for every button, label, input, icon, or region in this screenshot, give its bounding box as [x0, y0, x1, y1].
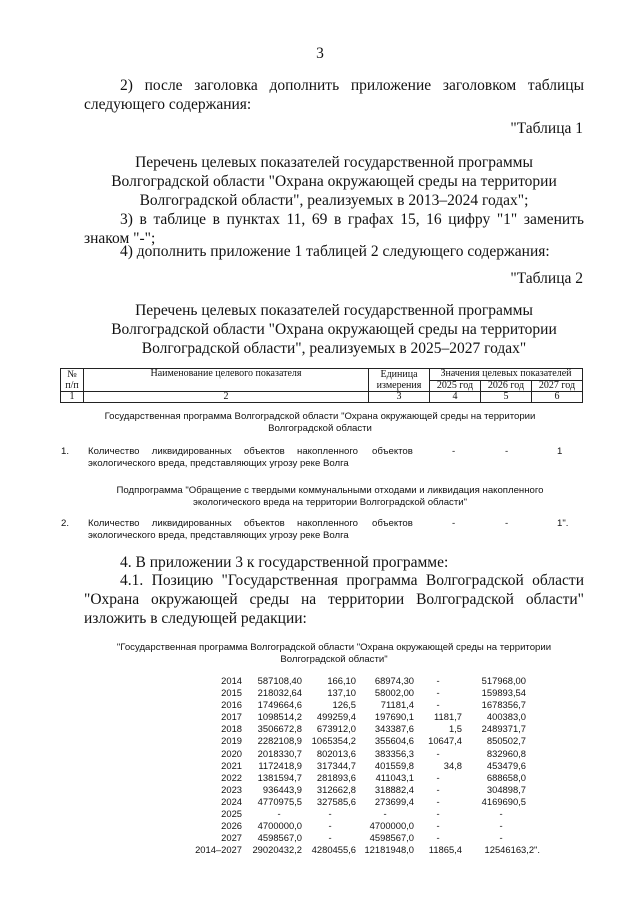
row1-number: 1. [61, 446, 70, 457]
table1-label: "Таблица 1 [510, 120, 583, 137]
row2-number: 2. [61, 518, 70, 529]
row2-value-2026: - [505, 518, 509, 529]
row1-value-2026: - [505, 446, 509, 457]
header-unit: Единица измерения [369, 369, 430, 392]
finance-federal-column: 166,10 137,10 126,5 499259,4 673912,0 1065354,2 802013,6 317344,7 281893,6 312662,8 327585,6 - - - 4280455,6 [311, 675, 356, 856]
paragraph-4: 4) дополнить приложение 1 таблицей 2 следующего содержания: [120, 243, 550, 260]
paragraph-appendix3: 4. В приложении 3 к государственной программе: [120, 554, 449, 571]
row1-unit: объектов [372, 446, 413, 457]
col-num-4: 4 [430, 392, 481, 403]
table2-label: "Таблица 2 [510, 270, 583, 287]
finance-title: "Государственная программа Волгоградской области "Охрана окружающей среды на территории Волгоградской области" [116, 642, 552, 665]
paragraph-4-1: 4.1. Позицию "Государственная программа Волгоградской области "Охрана окружающей среды на территории Волгоградской области" изложить в следующей редакции: [84, 572, 584, 627]
row2-name: Количество ликвидированных объектов накопленного экологического вреда, представляющих угрозу реке Волга [88, 518, 358, 541]
header-indicator-name: Наименование целевого показателя [84, 369, 369, 392]
finance-total-column: 587108,40 218032,64 1749664,6 1098514,2 3506672,8 2282108,9 2018330,7 1172418,9 1381594,7 936443,9 4770975,5 - 4700000,0 4598567,0 29020432,2 [252, 675, 302, 856]
finance-extrabudget-column: 517968,00 159893,54 1678356,7 400383,0 2489371,7 850502,7 832960,8 453479,6 688658,0 304898,7 4169690,5 - - - 12546163,2". [481, 675, 540, 856]
row2-unit: объектов [372, 518, 413, 529]
col-num-5: 5 [481, 392, 532, 403]
header-values: Значения целевых показателей [430, 369, 583, 381]
table1-title: Перечень целевых показателей государственной программы Волгоградской области "Охрана окружающей среды на территории Волгоградской области", реализуемых в 2013–2024 годах"; [111, 154, 557, 209]
finance-regional-column: 68974,30 58002,00 71181,4 197690,1 343387,6 355604,6 383356,3 401559,8 411043,1 318882,4 273699,4 - 4700000,0 4598567,0 12181948,0 [364, 675, 414, 856]
header-number: № п/п [61, 369, 84, 392]
page-number: 3 [316, 45, 324, 62]
row2-value-2027: 1". [557, 518, 569, 529]
col-num-2: 2 [84, 392, 369, 403]
row2-value-2025: - [452, 518, 456, 529]
section-program-heading: Государственная программа Волгоградской области "Охрана окружающей среды на территории Волгоградской области [104, 411, 536, 434]
header-year-2025: 2025 год [430, 380, 481, 392]
row1-value-2027: 1 [557, 446, 563, 457]
paragraph-3-cont: знаком "-"; [84, 230, 156, 247]
row1-value-2025: - [452, 446, 456, 457]
section-subprogram-heading: Подпрограмма "Обращение с твердыми коммунальными отходами и ликвидация накопленного экологического вреда на территории Волгоградской области" [116, 485, 544, 508]
header-year-2027: 2027 год [532, 380, 583, 392]
indicators-table [60, 368, 583, 403]
finance-local-column: - - - 1181,7 1,5 10647,4 - 34,8 - - - - - - 11865,4 [428, 675, 462, 856]
table2-title: Перечень целевых показателей государственной программы Волгоградской области "Охрана окружающей среды на территории Волгоградской области", реализуемых в 2025–2027 годах" [111, 302, 557, 357]
paragraph-2: 2) после заголовка дополнить приложение заголовком таблицы следующего содержания: [84, 77, 584, 113]
col-num-6: 6 [532, 392, 583, 403]
col-num-3: 3 [369, 392, 430, 403]
col-num-1: 1 [61, 392, 84, 403]
row1-name: Количество ликвидированных объектов накопленного экологического вреда, представляющих угрозу реке Волга [88, 446, 358, 469]
paragraph-3: 3) в таблице в пунктах 11, 69 в графах 15, 16 цифру "1" заменить [120, 211, 584, 228]
finance-years: 2014 2015 2016 2017 2018 2019 2020 2021 2022 2023 2024 2025 2026 2027 2014–2027 [195, 675, 242, 856]
header-year-2026: 2026 год [481, 380, 532, 392]
